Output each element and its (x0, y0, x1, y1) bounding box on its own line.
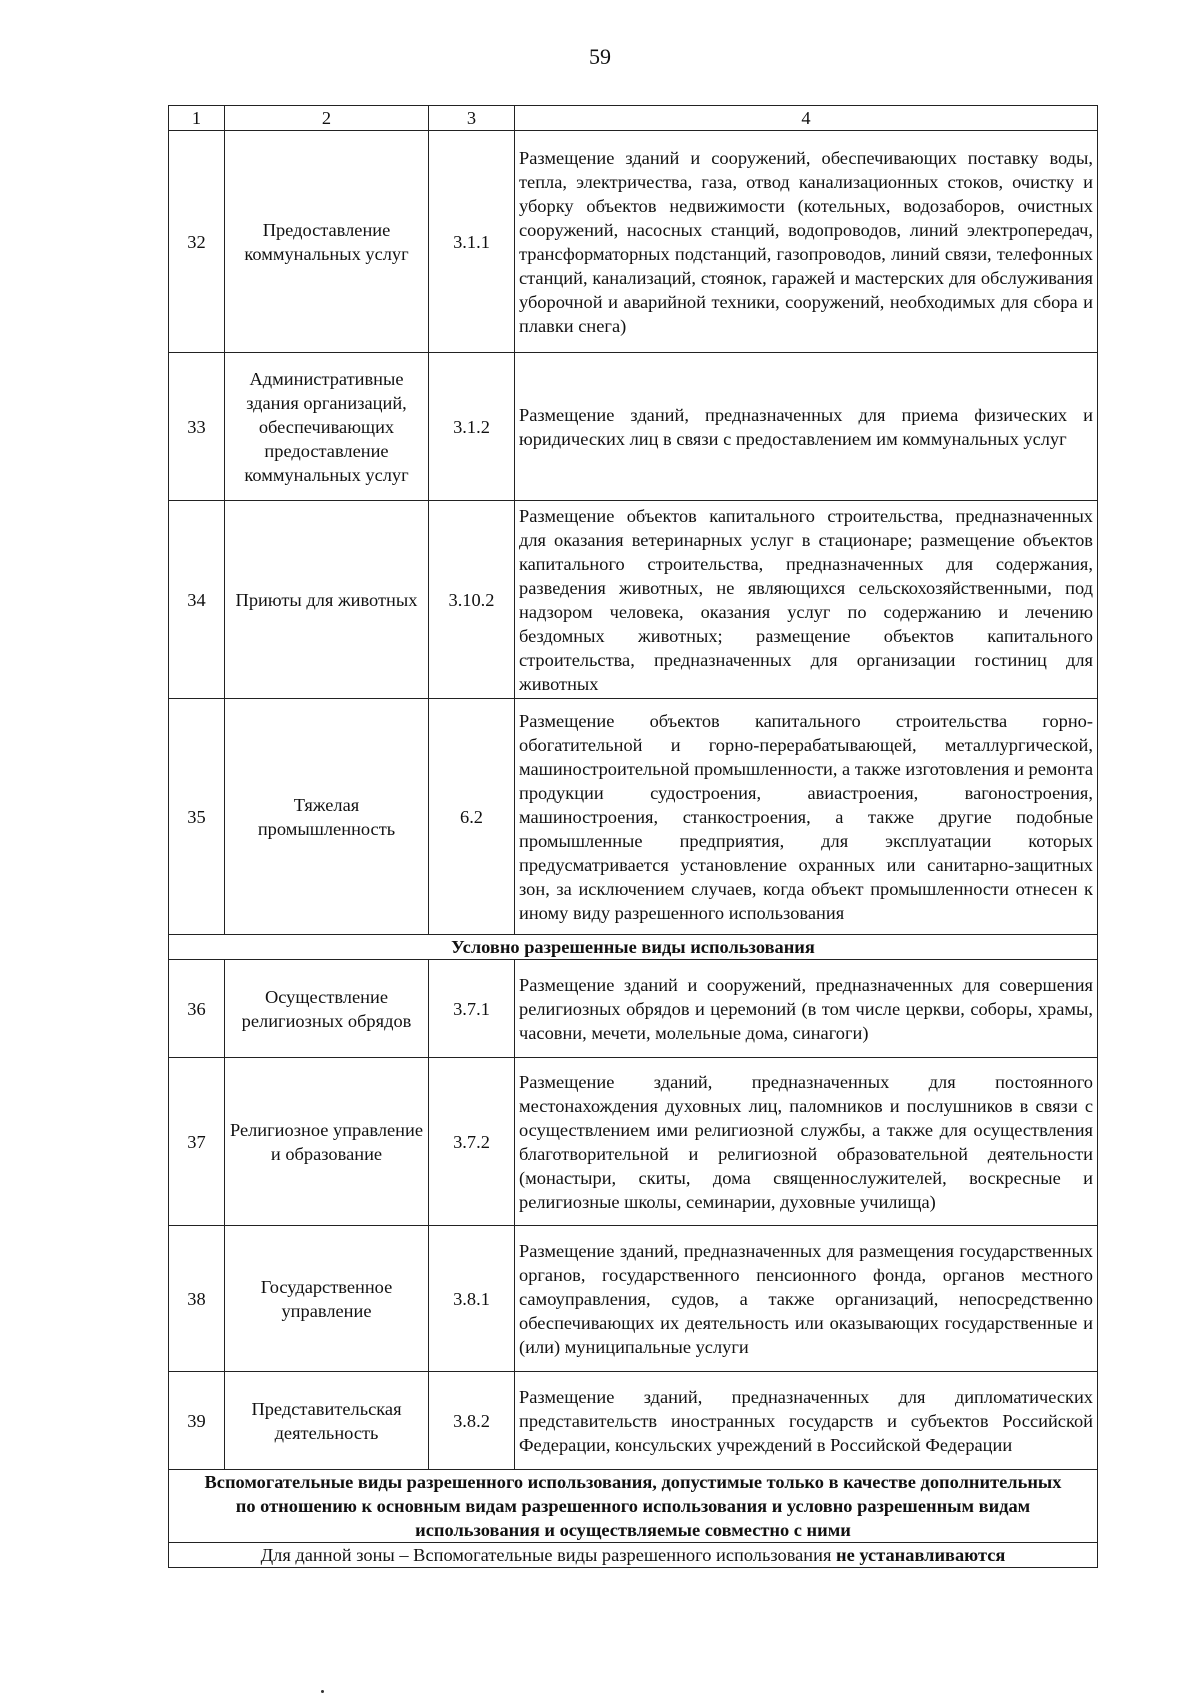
table-row (169, 1226, 1098, 1372)
column-header-2: 2 (225, 106, 429, 131)
use-type-code: 3.8.1 (429, 1226, 515, 1372)
row-number: 37 (169, 1058, 225, 1226)
use-type-name: Приюты для животных (225, 501, 429, 699)
use-type-code: 3.1.1 (429, 131, 515, 353)
use-type-name: Государственное управление (225, 1226, 429, 1372)
row-number: 38 (169, 1226, 225, 1372)
zone-note-emphasis: не устанавливаются (836, 1545, 1006, 1565)
row-number: 34 (169, 501, 225, 699)
table-row (169, 1058, 1098, 1226)
column-header-4: 4 (515, 106, 1098, 131)
use-type-description: Размещение зданий и сооружений, предназначенных для совершения религиозных обрядов и церемоний (в том числе церкви, соборы, храмы, часовни, мечети, молельные дома, синагоги) (515, 960, 1098, 1058)
row-number: 33 (169, 353, 225, 501)
zone-note (169, 1543, 1098, 1568)
note-row (169, 1543, 1098, 1568)
table-row (169, 1372, 1098, 1470)
use-type-description: Размещение зданий, предназначенных для дипломатических представительств иностранных государств и субъектов Российской Федерации, консульских учреждений в Российской Федерации (515, 1372, 1098, 1470)
use-type-name: Религиозное управление и образование (225, 1058, 429, 1226)
section-row (169, 935, 1098, 960)
use-type-description: Размещение зданий, предназначенных для приема физических и юридических лиц в связи с предоставлением им коммунальных услуг (515, 353, 1098, 501)
table-row (169, 131, 1098, 353)
zone-note-text: Для данной зоны – Вспомогательные виды разрешенного использования (260, 1545, 837, 1565)
row-number: 36 (169, 960, 225, 1058)
use-type-name: Представительская деятельность (225, 1372, 429, 1470)
land-use-table (168, 105, 1098, 1568)
use-type-description: Размещение зданий, предназначенных для размещения государственных органов, государственного пенсионного фонда, органов местного самоуправления, судов, а также организаций, непосредственно обеспечивающих их деятельность или оказывающих государственные и (или) муниципальные услуги (515, 1226, 1098, 1372)
use-type-description: Размещение объектов капитального строительства, предназначенных для оказания ветеринарных услуг в стационаре; размещение объектов капитального строительства, предназначенных для содержания, разведения животных, не являющихся сельскохозяйственными, под надзором человека, оказания услуг по содержанию и лечению бездомных животных; размещение объектов капитального строительства, предназначенных для организации гостиниц для животных (515, 501, 1098, 699)
use-type-description: Размещение объектов капитального строительства горно-обогатительной и горно-перерабатывающей, металлургической, машиностроительной промышленности, а также изготовления и ремонта продукции судостроения, авиастроения, вагоностроения, машиностроения, станкостроения, а также другие подобные промышленные предприятия, для эксплуатации которых предусматривается установление охранных или санитарно-защитных зон, за исключением случаев, когда объект промышленности отнесен к иному виду разрешенного использования (515, 699, 1098, 935)
use-type-name: Предоставление коммунальных услуг (225, 131, 429, 353)
table-row (169, 353, 1098, 501)
table-row (169, 960, 1098, 1058)
use-type-name: Осуществление религиозных обрядов (225, 960, 429, 1058)
row-number: 32 (169, 131, 225, 353)
scan-speck (321, 1690, 324, 1693)
use-type-code: 3.1.2 (429, 353, 515, 501)
column-header-3: 3 (429, 106, 515, 131)
row-number: 39 (169, 1372, 225, 1470)
table-row (169, 699, 1098, 935)
table-row (169, 501, 1098, 699)
use-type-name: Тяжелая промышленность (225, 699, 429, 935)
section-heading-auxiliary: Вспомогательные виды разрешенного использования, допустимые только в качестве дополнительных по отношению к основным видам разрешенного использования и условно разрешенным видам использования и осуществляемые совместно с ними (169, 1470, 1098, 1543)
use-type-description: Размещение зданий и сооружений, обеспечивающих поставку воды, тепла, электричества, газа, отвод канализационных стоков, очистку и уборку объектов недвижимости (котельных, водозаборов, очистных сооружений, насосных станций, водопроводов, линий электропередач, трансформаторных подстанций, газопроводов, линий связи, телефонных станций, канализаций, стоянок, гаражей и мастерских для обслуживания уборочной и аварийной техники, сооружений, необходимых для сбора и плавки снега) (515, 131, 1098, 353)
row-number: 35 (169, 699, 225, 935)
use-type-code: 3.10.2 (429, 501, 515, 699)
use-type-code: 6.2 (429, 699, 515, 935)
use-type-description: Размещение зданий, предназначенных для постоянного местонахождения духовных лиц, паломников и послушников в связи с осуществлением ими религиозной службы, а также для осуществления благотворительной и религиозной образовательной деятельности (монастыри, скиты, дома священнослужителей, воскресные и религиозные школы, семинарии, духовные училища) (515, 1058, 1098, 1226)
use-type-code: 3.7.2 (429, 1058, 515, 1226)
use-type-code: 3.7.1 (429, 960, 515, 1058)
page-number: 59 (589, 44, 611, 69)
column-header-1: 1 (169, 106, 225, 131)
section-row (169, 1470, 1098, 1543)
use-type-code: 3.8.2 (429, 1372, 515, 1470)
use-type-name: Административные здания организаций, обеспечивающих предоставление коммунальных услуг (225, 353, 429, 501)
section-heading-conditional: Условно разрешенные виды использования (169, 935, 1098, 960)
column-number-row (169, 106, 1098, 131)
